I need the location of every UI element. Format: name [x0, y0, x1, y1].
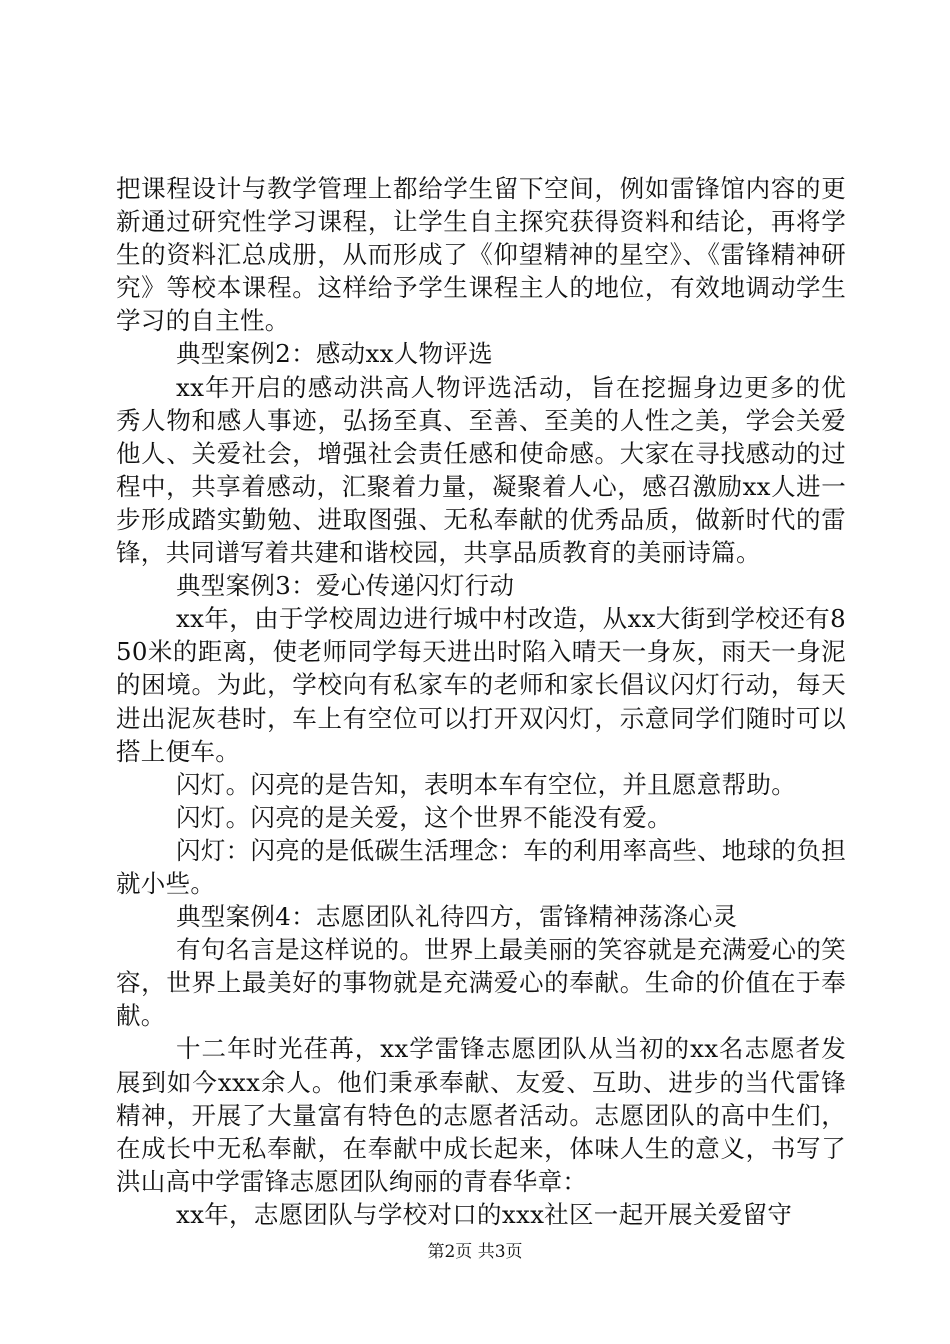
paragraph: 闪灯：闪亮的是低碳生活理念：车的利用率高些、地球的负担就小些。 [116, 835, 846, 898]
section-heading: 典型案例3：爱心传递闪灯行动 [176, 571, 515, 601]
page-footer [0, 1241, 950, 1263]
paragraph: xx年，志愿团队与学校对口的xxx社区一起开展关爱留守 [176, 1199, 793, 1229]
paragraph: 有句名言是这样说的。世界上最美丽的笑容就是充满爱心的笑容，世界上最美好的事物就是充满爱心的奉献。生命的价值在于奉献。 [116, 935, 846, 1031]
paragraph: 把课程设计与教学管理上都给学生留下空间，例如雷锋馆内容的更新通过研究性学习课程，让学生自主探究获得资料和结论，再将学生的资料汇总成册，从而形成了《仰望精神的星空》、《雷锋精神研究》等校本课程。这样给予学生课程主人的地位，有效地调动学生学习的自主性。 [116, 174, 846, 336]
paragraph: 闪灯。闪亮的是告知，表明本车有空位，并且愿意帮助。 [176, 769, 796, 799]
section-heading: 典型案例2：感动xx人物评选 [176, 339, 493, 369]
paragraph: 十二年时光荏苒，xx学雷锋志愿团队从当初的xx名志愿者发展到如今xxx余人。他们秉承奉献、友爱、互助、进步的当代雷锋精神，开展了大量富有特色的志愿者活动。志愿团队的高中生们，在成长中无私奉献，在奉献中成长起来，体味人生的意义，书写了洪山高中学雷锋志愿团队绚丽的青春华章： [116, 1034, 846, 1196]
paragraph: xx年，由于学校周边进行城中村改造，从xx大街到学校还有850米的距离，使老师同学每天进出时陷入晴天一身灰，雨天一身泥的困境。为此，学校向有私家车的老师和家长倡议闪灯行动，每天进出泥灰巷时，车上有空位可以打开双闪灯，示意同学们随时可以搭上便车。 [116, 604, 846, 766]
page-number: 第2页 共3页 [427, 1242, 523, 1262]
section-heading: 典型案例4：志愿团队礼待四方，雷锋精神荡涤心灵 [176, 902, 738, 932]
document-body [116, 172, 846, 1231]
paragraph: 闪灯。闪亮的是关爱，这个世界不能没有爱。 [176, 802, 672, 832]
paragraph: xx年开启的感动洪高人物评选活动，旨在挖掘身边更多的优秀人物和感人事迹，弘扬至真、至善、至美的人性之美，学会关爱他人、关爱社会，增强社会责任感和使命感。大家在寻找感动的过程中，共享着感动，汇聚着力量，凝聚着人心，感召激励xx人进一步形成踏实勤勉、进取图强、无私奉献的优秀品质，做新时代的雷锋，共同谱写着共建和谐校园，共享品质教育的美丽诗篇。 [116, 372, 846, 568]
